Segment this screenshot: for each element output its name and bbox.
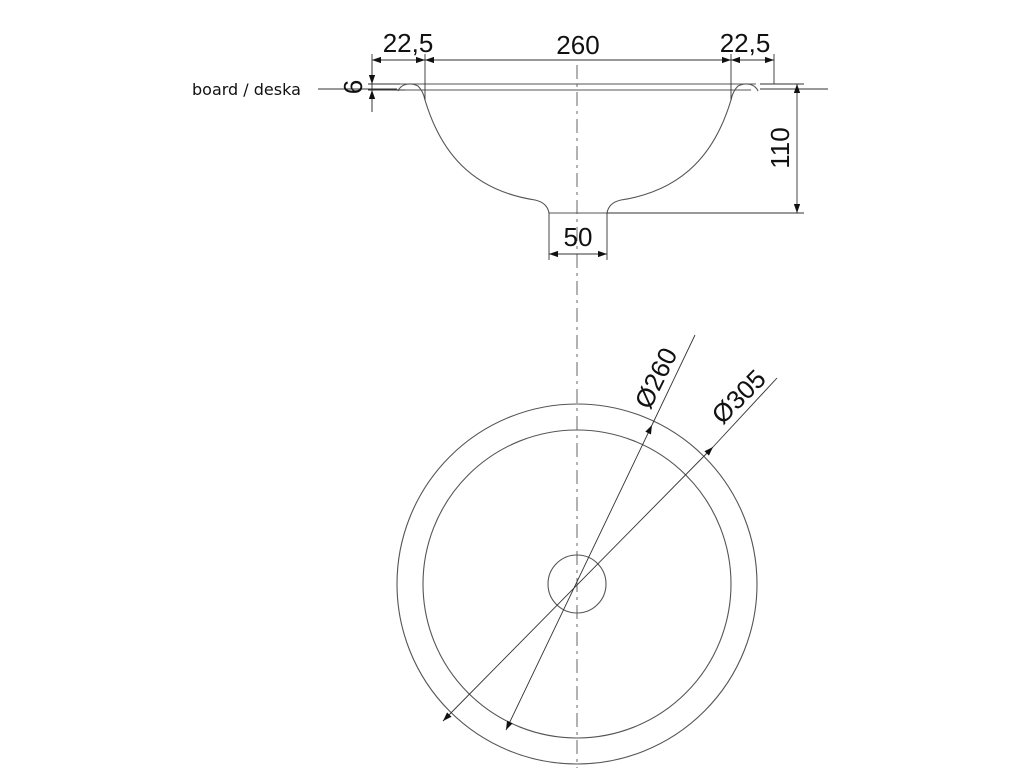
top-view bbox=[397, 335, 777, 764]
dim-bowl-width-label: 260 bbox=[556, 30, 600, 60]
dim-board-thickness-label: 6 bbox=[338, 79, 368, 95]
dim-drain-label: 50 bbox=[563, 222, 593, 252]
bowl-profile bbox=[398, 84, 758, 213]
dim-outer-diameter-label: Ø305 bbox=[705, 363, 772, 430]
dim-rim-right-label: 22,5 bbox=[719, 28, 771, 58]
dim-height-label: 110 bbox=[765, 127, 795, 169]
dim-line-outer-diameter bbox=[443, 447, 713, 721]
dim-rim-left-label: 22,5 bbox=[382, 28, 434, 58]
dim-inner-diameter-label: Ø260 bbox=[628, 342, 684, 414]
board-label: board / deska bbox=[192, 80, 301, 99]
dim-line-inner-diameter bbox=[506, 425, 652, 730]
